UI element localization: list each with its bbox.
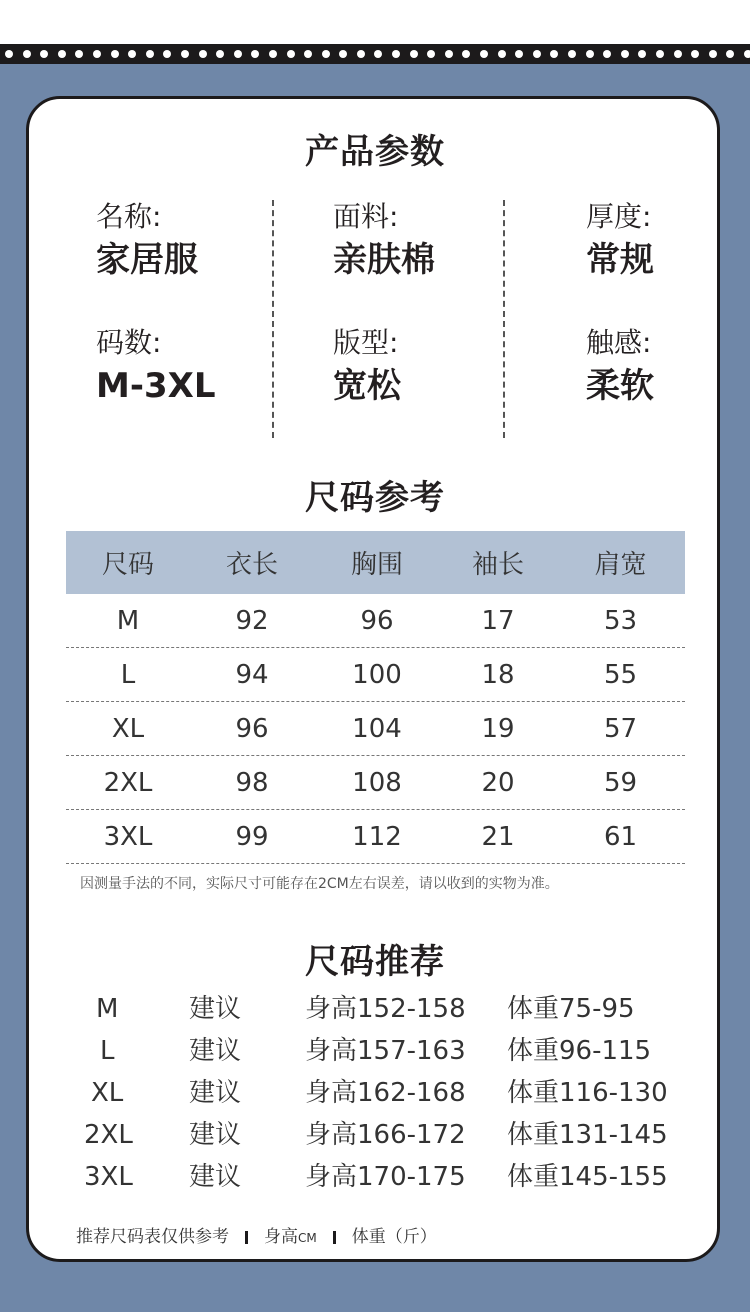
- param-value: 柔软: [586, 366, 654, 406]
- decorative-dot: [128, 50, 136, 58]
- decorative-dot: [480, 50, 488, 58]
- table-cell: 53: [603, 605, 638, 636]
- recommend-height: 身高157-163: [305, 1036, 466, 1066]
- param-fabric: [333, 200, 435, 282]
- separator-bar: [245, 1231, 248, 1244]
- size-recommend-title: 尺码推荐: [305, 942, 445, 982]
- table-cell: 96: [235, 713, 269, 744]
- decorative-dot: [392, 50, 400, 58]
- decorative-dot: [269, 50, 277, 58]
- table-cell: 112: [352, 821, 402, 852]
- recommend-height: 身高152-158: [305, 994, 466, 1024]
- decorative-dot: [498, 50, 506, 58]
- recommend-row: [0, 1156, 750, 1198]
- decorative-dot: [146, 50, 154, 58]
- recommend-advice: 建议: [189, 1078, 242, 1108]
- table-cell: 17: [481, 605, 515, 636]
- recommend-advice: 建议: [189, 1162, 242, 1192]
- recommend-size: 3XL: [84, 1162, 133, 1192]
- table-cell: 57: [603, 713, 638, 744]
- table-cell: XL: [111, 713, 145, 744]
- divider-line: [503, 200, 505, 438]
- recommend-weight: 体重96-115: [507, 1036, 652, 1066]
- param-label: 码数:: [96, 326, 162, 359]
- recommend-height: 身高170-175: [305, 1162, 466, 1192]
- table-cell: 20: [481, 767, 515, 798]
- size-reference-title: 尺码参考: [305, 478, 445, 518]
- decorative-dot: [410, 50, 418, 58]
- decorative-dot: [40, 50, 48, 58]
- footer-note: 推荐尺码表仅供参考: [76, 1227, 229, 1247]
- decorative-dot: [550, 50, 558, 58]
- decorative-dot: [603, 50, 611, 58]
- decorative-dot: [199, 50, 207, 58]
- recommend-weight: 体重145-155: [507, 1162, 668, 1192]
- decorative-dot: [656, 50, 664, 58]
- table-cell: 21: [481, 821, 515, 852]
- decorative-dot: [216, 50, 224, 58]
- decorative-dot: [304, 50, 312, 58]
- table-row: [66, 756, 685, 810]
- header-cell: 肩宽: [594, 550, 647, 580]
- decorative-dot: [58, 50, 66, 58]
- recommend-size: L: [100, 1036, 115, 1066]
- decorative-dot: [75, 50, 83, 58]
- decorative-dot: [93, 50, 101, 58]
- decorative-dot: [568, 50, 576, 58]
- table-row: [66, 648, 685, 702]
- table-row: [66, 702, 685, 756]
- footer-legend: [76, 1222, 437, 1247]
- param-label: 名称:: [96, 200, 162, 233]
- header-cell: 衣长: [225, 550, 278, 580]
- recommend-advice: 建议: [189, 1036, 242, 1066]
- decorative-dot: [163, 50, 171, 58]
- recommend-advice: 建议: [189, 994, 242, 1024]
- footer-weight: 体重（斤）: [351, 1227, 437, 1247]
- recommend-row: [0, 1072, 750, 1114]
- table-cell: 19: [481, 713, 515, 744]
- decorative-dot: [23, 50, 31, 58]
- table-cell: 18: [481, 659, 515, 690]
- table-cell: 61: [603, 821, 638, 852]
- table-cell: 3XL: [103, 821, 153, 852]
- param-label: 触感:: [586, 326, 652, 359]
- recommend-row: [0, 1114, 750, 1156]
- recommend-size: M: [96, 994, 119, 1024]
- decorative-dot: [322, 50, 330, 58]
- param-label: 版型:: [333, 326, 399, 359]
- separator-bar: [333, 1231, 336, 1244]
- decorative-dot: [427, 50, 435, 58]
- header-cell: 尺码: [101, 550, 154, 580]
- param-name: [96, 200, 198, 282]
- decorative-dot: [445, 50, 453, 58]
- footer-height-unit: CM: [298, 1231, 317, 1245]
- decorative-dot: [111, 50, 119, 58]
- param-thickness: [586, 200, 654, 282]
- recommend-height: 身高166-172: [305, 1120, 466, 1150]
- table-header-row: [66, 531, 685, 594]
- table-cell: L: [120, 659, 136, 690]
- decorative-dot: [234, 50, 242, 58]
- decorative-dot: [744, 50, 750, 58]
- recommend-size: XL: [91, 1078, 124, 1108]
- table-cell: 104: [352, 713, 402, 744]
- param-sizes: [96, 326, 215, 408]
- product-params-title: 产品参数: [305, 132, 445, 172]
- table-cell: 92: [235, 605, 269, 636]
- header-cell: 袖长: [471, 550, 524, 580]
- decorative-dot: [357, 50, 365, 58]
- table-cell: 108: [352, 767, 402, 798]
- decorative-dot: [181, 50, 189, 58]
- decorative-dot: [638, 50, 646, 58]
- decorative-dot: [251, 50, 259, 58]
- size-table: [66, 531, 685, 864]
- recommend-row: [0, 1030, 750, 1072]
- decorative-dot: [621, 50, 629, 58]
- param-label: 面料:: [333, 200, 399, 233]
- param-value: 宽松: [333, 366, 401, 406]
- table-cell: 2XL: [103, 767, 153, 798]
- decorative-dot: [462, 50, 470, 58]
- table-row: [66, 594, 685, 648]
- decorative-dot: [339, 50, 347, 58]
- table-cell: 98: [235, 767, 269, 798]
- decorative-dot: [586, 50, 594, 58]
- table-cell: 96: [360, 605, 394, 636]
- decorative-dot: [691, 50, 699, 58]
- param-fit: [333, 326, 401, 408]
- recommend-advice: 建议: [189, 1120, 242, 1150]
- decorative-dot: [5, 50, 13, 58]
- recommend-weight: 体重116-130: [507, 1078, 668, 1108]
- table-cell: 94: [235, 659, 269, 690]
- decorative-dot: [709, 50, 717, 58]
- dotted-border-strip: [0, 44, 750, 64]
- recommend-weight: 体重75-95: [507, 994, 635, 1024]
- decorative-dot: [533, 50, 541, 58]
- decorative-dot: [374, 50, 382, 58]
- recommend-weight: 体重131-145: [507, 1120, 668, 1150]
- param-value: 常规: [586, 240, 654, 280]
- table-cell: 55: [603, 659, 638, 690]
- recommend-size: 2XL: [84, 1120, 133, 1150]
- decorative-dot: [515, 50, 523, 58]
- recommend-height: 身高162-168: [305, 1078, 466, 1108]
- decorative-dot: [726, 50, 734, 58]
- param-value: M-3XL: [96, 366, 216, 406]
- param-value: 家居服: [96, 240, 198, 280]
- recommend-row: [0, 988, 750, 1030]
- table-row: [66, 810, 685, 864]
- decorative-dot: [287, 50, 295, 58]
- table-cell: 100: [352, 659, 402, 690]
- param-value: 亲肤棉: [333, 240, 435, 280]
- param-feel: [586, 326, 654, 408]
- measurement-note: 因测量手法的不同，实际尺寸可能存在2CM左右误差，请以收到的实物为准。: [80, 876, 559, 892]
- param-label: 厚度:: [586, 200, 652, 233]
- table-cell: M: [116, 605, 140, 636]
- divider-line: [272, 200, 274, 438]
- footer-height: 身高: [264, 1227, 298, 1247]
- header-cell: 胸围: [350, 550, 403, 580]
- decorative-dot: [674, 50, 682, 58]
- table-cell: 99: [235, 821, 269, 852]
- table-cell: 59: [603, 767, 638, 798]
